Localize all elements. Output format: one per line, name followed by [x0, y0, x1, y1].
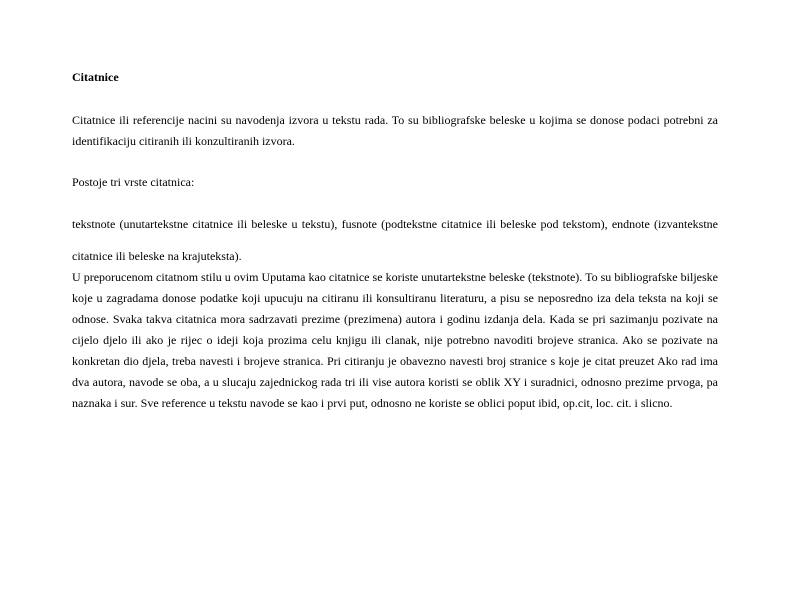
paragraph-intro: Citatnice ili referencije nacini su navodenja izvora u tekstu rada. To su bibliografske beleske u kojima se donose podaci potrebni za identifikaciju citiranih ili konzultiranih izvora.: [72, 113, 718, 148]
section-heading: Citatnice: [72, 70, 119, 84]
paragraph-types-intro: Postoje tri vrste citatnica:: [72, 175, 195, 189]
paragraph-types-list: tekstnote (unutartekstne citatnice ili beleske u tekstu), fusnote (podtekstne citatnice ili beleske pod tekstom), endnote (izvantekstne citatnice ili beleske na krajuteksta).: [72, 217, 718, 263]
paragraph-recommended-style: U preporucenom citatnom stilu u ovim Uputama kao citatnice se koriste unutartekstne beleske (tekstnote). To su bibliografske biljeske koje u zagradama donose podatke koji upucuju na citiranu ili konsultiranu literaturu, a pisu se neposredno iza dela teksta na koji se odnose. Svaka takva citatnica mora sadrzavati prezime (prezimena) autora i godinu izdanja dela. Kada se pri sazimanju pozivate na cijelo djelo ili ako je rijec o ideji koja prozima celu knjigu ili clanak, nije potrebno navoditi brojeve stranica. Ako se pozivate na konkretan dio djela, treba navesti i brojeve stranica. Pri citiranju je obavezno navesti broj stranice s koje je citat preuzet Ako rad ima dva autora, navode se oba, a u slucaju zajednickog rada tri ili vise autora koristi se oblik XY i suradnici, odnosno prezime prvoga, pa naznaka i sur. Sve reference u tekstu navode se kao i prvi put, odnosno ne koriste se oblici poput ibid, op.cit, loc. cit. i slicno.: [72, 270, 718, 410]
